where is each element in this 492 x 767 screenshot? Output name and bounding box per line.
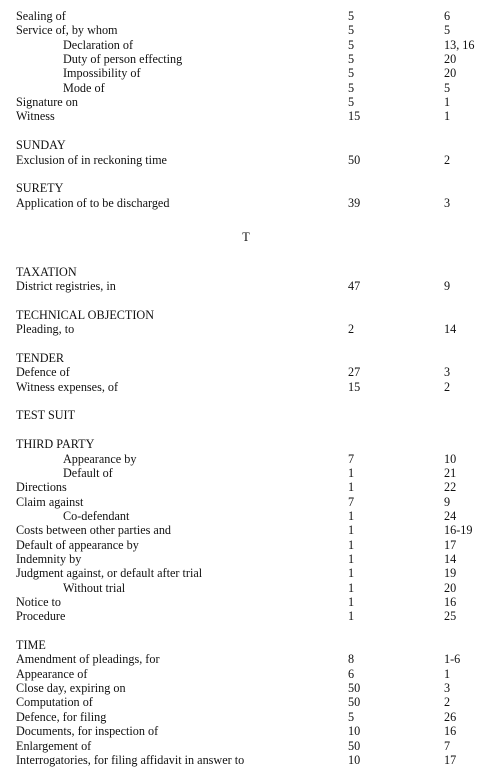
entry-order: 5: [348, 66, 355, 81]
index-entry: [0, 667, 492, 681]
heading-text: SURETY: [16, 181, 64, 196]
entry-order: 1: [348, 480, 355, 495]
entry-rule: 10: [444, 451, 457, 466]
entry-order: 10: [348, 724, 361, 739]
index-entry: [0, 724, 492, 738]
index-entry: [0, 365, 492, 379]
entry-rule: 5: [444, 23, 451, 38]
entry-text: Witness: [16, 109, 55, 124]
index-entry: [0, 538, 492, 552]
entry-text: Computation of: [16, 695, 93, 710]
entry-order: 1: [348, 537, 355, 552]
entry-text: Pleading, to: [16, 322, 75, 337]
index-entry: [0, 739, 492, 753]
index-entry: [0, 466, 492, 480]
entry-order: 1: [348, 465, 355, 480]
heading-text: TENDER: [16, 351, 65, 366]
entry-text: Interrogatories, for filing affidavit in answer to: [16, 752, 245, 767]
index-heading: [0, 351, 492, 365]
index-entry: [0, 480, 492, 494]
entry-text: Default of appearance by: [16, 537, 139, 552]
entry-text: Default of: [63, 465, 113, 480]
entry-order: 5: [348, 52, 355, 67]
index-heading: [0, 138, 492, 152]
index-letter: [0, 230, 492, 244]
index-heading: [0, 638, 492, 652]
entry-text: Notice to: [16, 595, 62, 609]
entry-rule: 1: [444, 95, 451, 110]
index-entry: [0, 695, 492, 709]
entry-order: 50: [348, 695, 361, 710]
entry-order: 6: [348, 666, 355, 681]
entry-rule: 17: [444, 752, 457, 767]
entry-text: Claim against: [16, 494, 84, 509]
entry-rule: 16: [444, 595, 457, 609]
entry-rule: 6: [444, 9, 451, 23]
heading-text: TIME: [16, 638, 46, 653]
entry-rule: 26: [444, 709, 457, 724]
entry-text: Costs between other parties and: [16, 523, 172, 538]
entry-rule: 17: [444, 537, 457, 552]
entry-text: Indemnity by: [16, 551, 82, 566]
entry-rule: 25: [444, 609, 457, 624]
entry-text: Directions: [16, 480, 67, 495]
entry-rule: 3: [444, 195, 451, 210]
entry-text: Application of to be discharged: [16, 195, 170, 210]
entry-rule: 20: [444, 580, 457, 595]
entry-text: Mode of: [63, 80, 105, 95]
index-entry: [0, 38, 492, 52]
entry-rule: 9: [444, 494, 451, 509]
index-entry: [0, 322, 492, 336]
entry-order: 1: [348, 508, 355, 523]
entry-text: Enlargement of: [16, 738, 92, 753]
entry-order: 7: [348, 494, 355, 509]
entry-order: 10: [348, 752, 361, 767]
entry-order: 7: [348, 451, 355, 466]
entry-rule: 1: [444, 666, 451, 681]
entry-order: 50: [348, 738, 361, 753]
index-entry: [0, 509, 492, 523]
index-entry: [0, 9, 492, 23]
entry-rule: 20: [444, 52, 457, 67]
entry-order: 1: [348, 566, 355, 581]
index-entry: [0, 595, 492, 609]
entry-text: Appearance by: [63, 451, 137, 466]
entry-text: Signature on: [16, 95, 78, 110]
heading-text: SUNDAY: [16, 138, 66, 153]
entry-text: Impossibility of: [63, 66, 141, 81]
entry-rule: 3: [444, 365, 451, 380]
index-heading: [0, 408, 492, 422]
index-heading: [0, 437, 492, 451]
entry-order: 8: [348, 652, 355, 667]
index-entry: [0, 495, 492, 509]
index-entry: [0, 652, 492, 666]
index-entry: [0, 81, 492, 95]
entry-rule: 24: [444, 508, 457, 523]
entry-text: Duty of person effecting: [63, 52, 183, 67]
index-entry: [0, 523, 492, 537]
entry-order: 47: [348, 279, 361, 294]
entry-rule: 22: [444, 480, 457, 495]
entry-order: 1: [348, 580, 355, 595]
index-heading: [0, 265, 492, 279]
entry-order: 1: [348, 523, 355, 538]
entry-order: 1: [348, 551, 355, 566]
index-heading: [0, 181, 492, 195]
entry-rule: 14: [444, 322, 457, 337]
index-entry: [0, 710, 492, 724]
heading-text: THIRD PARTY: [16, 437, 95, 452]
entry-order: 50: [348, 152, 361, 167]
entry-text: Declaration of: [63, 37, 134, 52]
index-entry: [0, 609, 492, 623]
index-entry: [0, 681, 492, 695]
entry-text: Defence of: [16, 365, 70, 380]
index-entry: [0, 581, 492, 595]
entry-rule: 3: [444, 681, 451, 696]
index-entry: [0, 66, 492, 80]
entry-rule: 20: [444, 66, 457, 81]
index-entry: [0, 552, 492, 566]
entry-text: Amendment of pleadings, for: [16, 652, 160, 667]
entry-order: 5: [348, 37, 355, 52]
entry-rule: 2: [444, 695, 451, 710]
entry-rule: 1: [444, 109, 451, 124]
entry-order: 5: [348, 80, 355, 95]
entry-order: 5: [348, 9, 355, 23]
entry-text: Service of, by whom: [16, 23, 118, 38]
entry-rule: 2: [444, 152, 451, 167]
index-entry: [0, 52, 492, 66]
index-entry: [0, 153, 492, 167]
entry-text: Sealing of: [16, 9, 66, 23]
entry-rule: 2: [444, 379, 451, 394]
index-entry: [0, 380, 492, 394]
entry-text: Witness expenses, of: [16, 379, 119, 394]
entry-order: 50: [348, 681, 361, 696]
entry-rule: 14: [444, 551, 457, 566]
entry-rule: 13, 16: [444, 37, 475, 52]
index-entry: [0, 566, 492, 580]
index-entry: [0, 753, 492, 767]
entry-rule: 16-19: [444, 523, 473, 538]
entry-order: 1: [348, 609, 355, 624]
entry-text: Close day, expiring on: [16, 681, 126, 696]
index-entry: [0, 109, 492, 123]
heading-text: TEST SUIT: [16, 408, 76, 423]
entry-order: 5: [348, 95, 355, 110]
index-entry: [0, 452, 492, 466]
heading-text: TECHNICAL OBJECTION: [16, 308, 155, 322]
entry-rule: 16: [444, 724, 457, 739]
entry-order: 5: [348, 23, 355, 38]
index-heading: [0, 308, 492, 322]
entry-text: Defence, for filing: [16, 709, 107, 724]
entry-order: 1: [348, 595, 355, 609]
entry-text: District registries, in: [16, 279, 116, 294]
entry-rule: 1-6: [444, 652, 461, 667]
entry-text: Co-defendant: [63, 508, 130, 523]
entry-text: Exclusion of in reckoning time: [16, 152, 167, 167]
entry-text: Appearance of: [16, 666, 88, 681]
entry-order: 15: [348, 109, 361, 124]
entry-order: 15: [348, 379, 361, 394]
index-entry: [0, 279, 492, 293]
entry-text: Documents, for inspection of: [16, 724, 159, 739]
letter-heading: T: [242, 230, 250, 245]
entry-rule: 21: [444, 465, 457, 480]
entry-order: 39: [348, 195, 361, 210]
index-entry: [0, 196, 492, 210]
entry-order: 2: [348, 322, 355, 337]
entry-text: Procedure: [16, 609, 66, 624]
entry-rule: 19: [444, 566, 457, 581]
entry-rule: 9: [444, 279, 451, 294]
entry-text: Without trial: [63, 580, 126, 595]
entry-order: 27: [348, 365, 361, 380]
entry-rule: 7: [444, 738, 451, 753]
entry-text: Judgment against, or default after trial: [16, 566, 203, 581]
index-entry: [0, 23, 492, 37]
entry-rule: 5: [444, 80, 451, 95]
index-entry: [0, 95, 492, 109]
entry-order: 5: [348, 709, 355, 724]
heading-text: TAXATION: [16, 264, 77, 279]
